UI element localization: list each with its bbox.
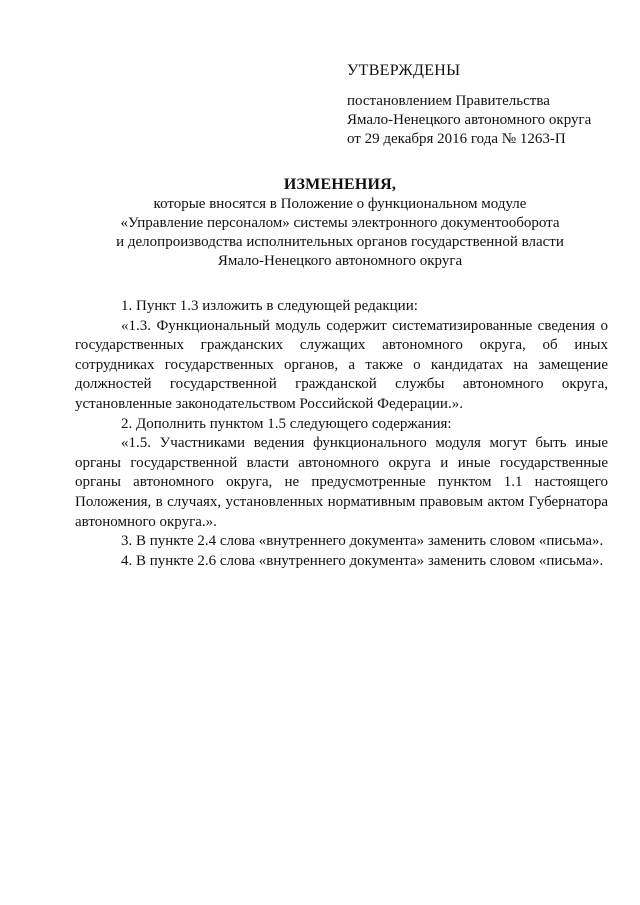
paragraph-clause-1-5: «1.5. Участниками ведения функционального модуля могут быть иные органы государственной власти автономного округа и иные государственные органы автономного округа, не предусмотренные пунктом 1.1 настоящего Положения, в случаях, установленных нормативным правовым актом Губернатора автономного округа.». — [75, 435, 608, 530]
heading-line: Ямало-Ненецкого автономного округа — [217, 253, 463, 269]
paragraph-item-3: 3. В пункте 2.4 слова «внутреннего документа» заменить словом «письма». — [121, 533, 604, 550]
approval-line: постановлением Правительства — [347, 93, 550, 109]
approval-line: Ямало-Ненецкого автономного округа — [347, 112, 592, 128]
document-heading — [80, 176, 600, 271]
approval-line: от 29 декабря 2016 года № 1263-П — [347, 131, 566, 147]
heading-title: ИЗМЕНЕНИЯ, — [283, 176, 397, 193]
paragraph-item-1: 1. Пункт 1.3 изложить в следующей редакции: — [121, 298, 418, 314]
heading-line: «Управление персоналом» системы электронного документооборота — [120, 215, 560, 231]
approval-title: УТВЕРЖДЕНЫ — [347, 62, 461, 79]
approval-block — [347, 62, 617, 149]
document-body — [75, 297, 608, 571]
paragraph-item-4: 4. В пункте 2.6 слова «внутреннего документа» заменить словом «письма». — [121, 552, 604, 569]
paragraph-clause-1-3: «1.3. Функциональный модуль содержит систематизированные сведения о государственных гражданских служащих автономного округа, об иных сотрудниках государственных органов, а также о кандидатах на замещение должностей государственной гражданской службы автономного округа, установленные законодательством Российской Федерации.». — [75, 317, 608, 412]
heading-line: и делопроизводства исполнительных органов государственной власти — [116, 234, 564, 250]
paragraph-item-2: 2. Дополнить пунктом 1.5 следующего содержания: — [121, 415, 452, 432]
heading-line: которые вносятся в Положение о функциональном модуле — [153, 196, 527, 212]
